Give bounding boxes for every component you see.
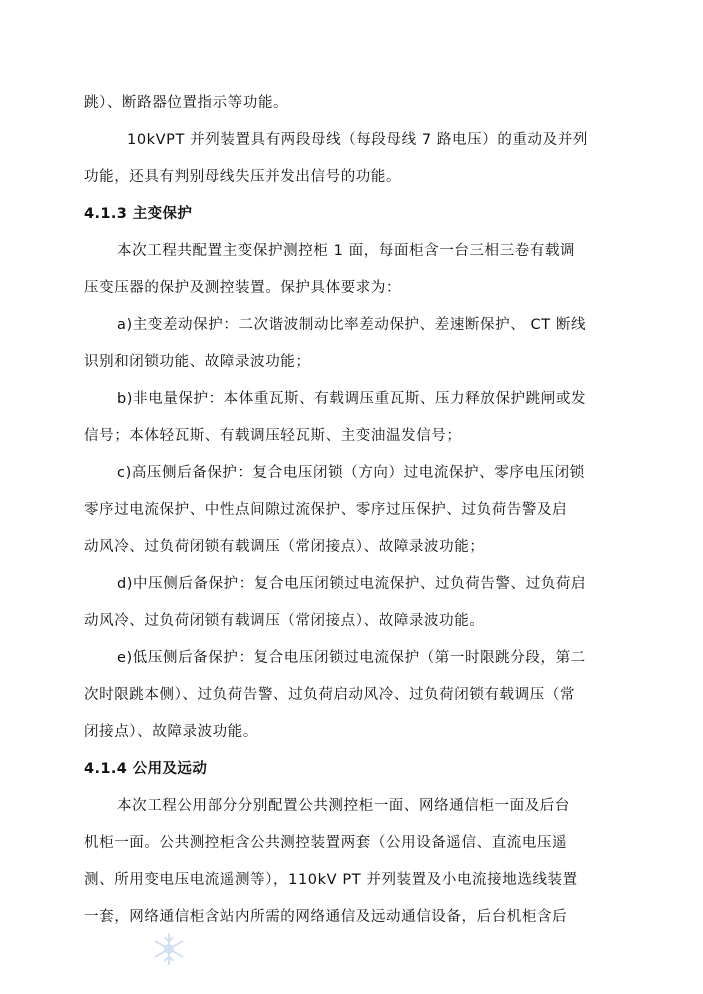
list-item-d: d)中压侧后备保护：复合电压闭锁过电流保护、过负荷告警、过负荷启 <box>117 576 587 592</box>
list-item-b: b)非电量保护：本体重瓦斯、有载调压重瓦斯、压力释放保护跳闸或发 <box>117 391 587 407</box>
paragraph-line: 本次工程公用部分分别配置公共测控柜一面、网络通信柜一面及后台 <box>117 798 570 814</box>
paragraph-line: 机柜一面。公共测控柜含公共测控装置两套（公用设备遥信、直流电压遥 <box>84 835 568 851</box>
paragraph-line: 测、所用变电压电流遥测等），110kV PT 并列装置及小电流接地选线装置 <box>84 872 578 888</box>
paragraph-line: 功能，还具有判别母线失压并发出信号的功能。 <box>84 169 402 185</box>
paragraph-line: 动风冷、过负荷闭锁有载调压（常闭接点）、故障录波功能； <box>84 539 485 555</box>
list-item-c: c)高压侧后备保护：复合电压闭锁（方向）过电流保护、零序电压闭锁 <box>117 465 585 481</box>
section-heading-4-1-3: 4.1.3 主变保护 <box>84 206 193 222</box>
paragraph-line: 零序过电流保护、中性点间隙过流保护、零序过压保护、过负荷告警及启 <box>84 502 568 518</box>
paragraph-line: 闭接点）、故障录波功能。 <box>84 724 258 740</box>
paragraph-line: 动风冷、过负荷闭锁有载调压（常闭接点）、故障录波功能。 <box>84 613 485 629</box>
section-heading-4-1-4: 4.1.4 公用及远动 <box>84 761 208 777</box>
paragraph-line: 次时限跳本侧）、过负荷告警、过负荷启动风冷、过负荷闭锁有载调压（常 <box>84 687 576 703</box>
snowflake-icon <box>150 930 188 968</box>
paragraph-line: 跳）、断路器位置指示等功能。 <box>84 95 289 111</box>
paragraph-line: 本次工程共配置主变保护测控柜 1 面，每面柜含一台三相三卷有载调 <box>117 243 576 259</box>
paragraph-line: 10kVPT 并列装置具有两段母线（每段母线 7 路电压）的重动及并列 <box>127 132 588 148</box>
paragraph-line: 压变压器的保护及测控装置。保护具体要求为： <box>84 280 402 296</box>
paragraph-line: 信号；本体轻瓦斯、有载调压轻瓦斯、主变油温发信号； <box>84 428 462 444</box>
paragraph-line: 一套，网络通信柜含站内所需的网络通信及远动通信设备，后台机柜含后 <box>84 909 568 925</box>
list-item-e: e)低压侧后备保护：复合电压闭锁过电流保护（第一时限跳分段，第二 <box>117 650 586 666</box>
paragraph-line: 识别和闭锁功能、故障录波功能； <box>84 354 311 370</box>
list-item-a: a)主变差动保护：二次谐波制动比率差动保护、差速断保护、 CT 断线 <box>117 317 587 333</box>
